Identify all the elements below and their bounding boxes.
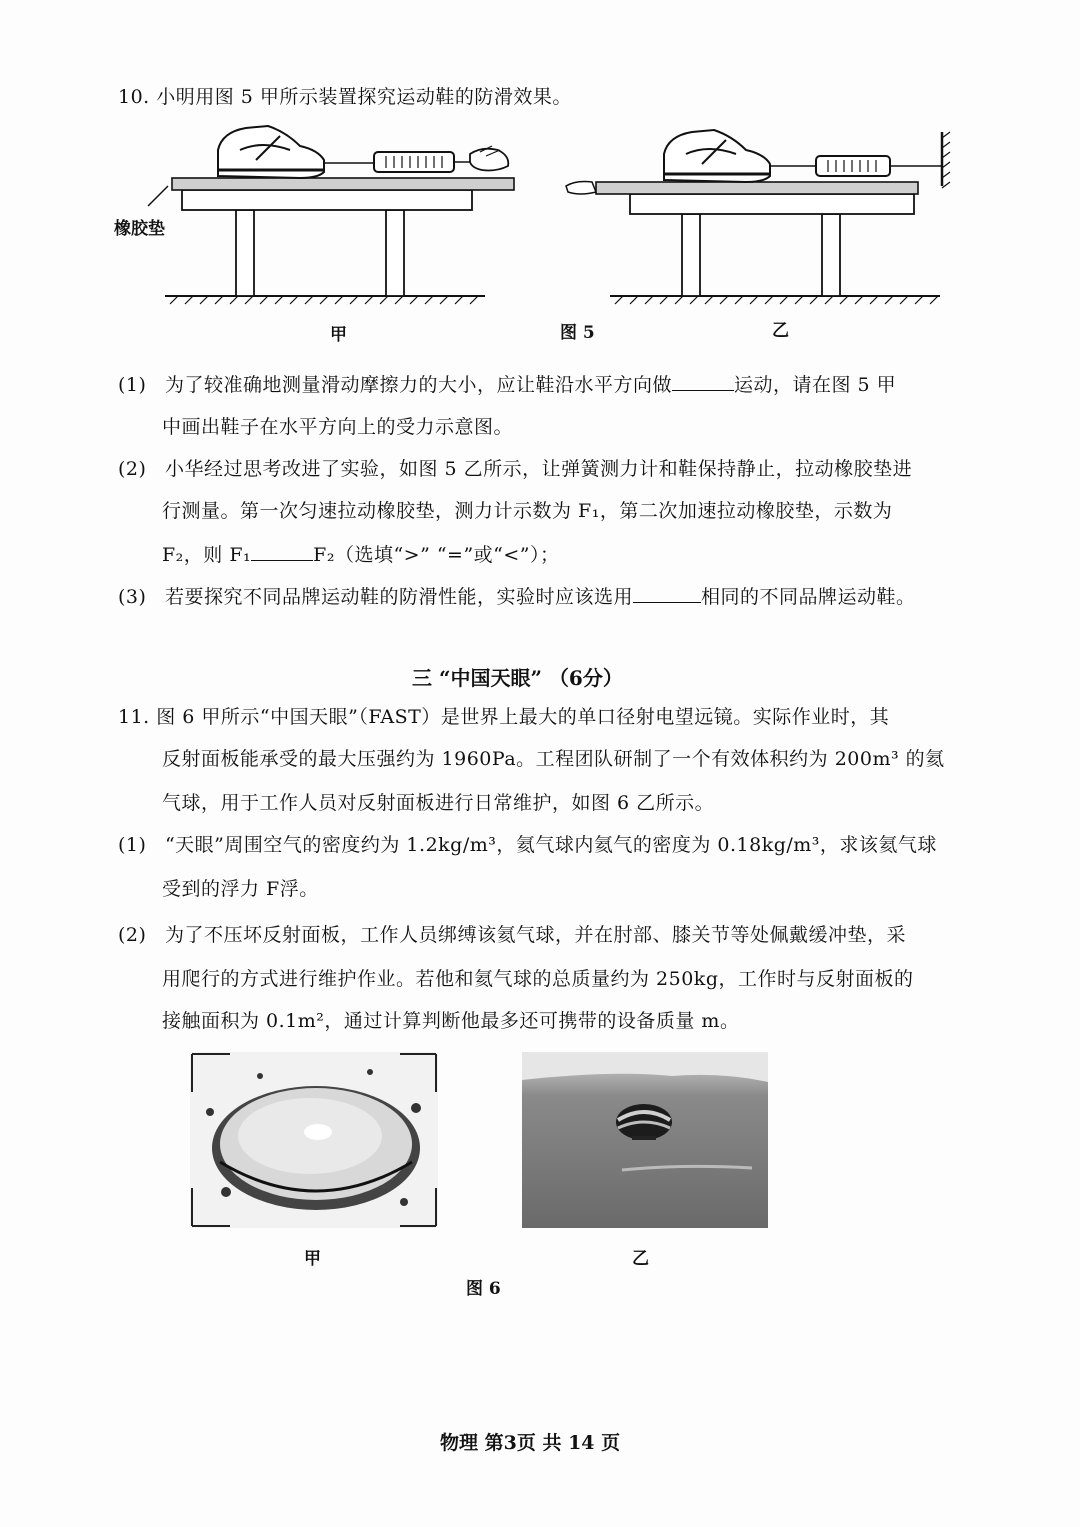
q10-part3-text-b: 相同的不同品牌运动鞋。: [700, 586, 916, 608]
q10-part1-line1: [118, 370, 896, 398]
figure-5b-caption: 乙: [772, 321, 789, 341]
part-number: (2): [118, 458, 147, 480]
figure-5-caption: 图 5: [560, 323, 595, 343]
q11-part2-line1: [118, 922, 906, 948]
figure-5b-apparatus: [566, 130, 950, 304]
q11-part1-line1: [118, 832, 937, 858]
q10-part2-line2: 行测量。第一次匀速拉动橡胶垫，测力计示数为 F₁，第二次加速拉动橡胶垫，示数为: [162, 500, 893, 522]
figure-6a-fast-photo: [190, 1052, 438, 1228]
answer-blank[interactable]: [633, 582, 701, 603]
q11-stem-line2: 反射面板能承受的最大压强约为 1960Pa。工程团队研制了一个有效体积约为 200m³ 的氦: [162, 748, 945, 770]
q11-part1-text-a: “天眼”周围空气的密度约为 1.2kg/m³，氦气球内氦气的密度为 0.18kg/m³，求该氦气球: [164, 834, 937, 856]
part-number: (3): [118, 586, 147, 608]
q10-part2-text-c2: F₂（选填“>” “=”或“<”）；: [313, 544, 560, 566]
figure-6a-caption: 甲: [304, 1249, 321, 1269]
q11-part1-line2: 受到的浮力 F浮。: [162, 878, 319, 900]
part-number: (1): [118, 834, 147, 856]
q10-part1-text-a: 为了较准确地测量滑动摩擦力的大小，应让鞋沿水平方向做: [164, 374, 672, 396]
figure-5a-caption: 甲: [330, 325, 347, 345]
q11-part2-line3: 接触面积为 0.1m²，通过计算判断他最多还可携带的设备质量 m。: [162, 1010, 740, 1032]
rubber-mat-label: 橡胶垫: [114, 219, 165, 239]
answer-blank[interactable]: [251, 540, 313, 561]
q10-part2-line3: [162, 540, 560, 568]
q10-part2-text-c1: F₂，则 F₁: [162, 544, 252, 566]
section-title: 三 “中国天眼” （6分）: [412, 666, 623, 690]
q10-part1-text-b: 运动，请在图 5 甲: [733, 374, 897, 396]
q11-stem-line3: 气球，用于工作人员对反射面板进行日常维护，如图 6 乙所示。: [162, 792, 715, 814]
q10-part2-line1: [118, 456, 912, 482]
q11-part2-line2: 用爬行的方式进行维护作业。若他和氦气球的总质量约为 250kg，工作时与反射面板的: [162, 968, 914, 990]
q10-part3-text-a: 若要探究不同品牌运动鞋的防滑性能，实验时应该选用: [164, 586, 633, 608]
q10-stem: 10. 小明用图 5 甲所示装置探究运动鞋的防滑效果。: [118, 86, 572, 108]
q10-part2-text-a: 小华经过思考改进了实验，如图 5 乙所示，让弹簧测力计和鞋保持静止，拉动橡胶垫进: [164, 458, 913, 480]
q11-part2-text-a: 为了不压坏反射面板，工作人员绑缚该氦气球，并在肘部、膝关节等处佩戴缓冲垫，采: [164, 924, 906, 946]
page-footer: 物理 第3页 共 14 页: [440, 1432, 621, 1454]
q10-part1-line2: 中画出鞋子在水平方向上的受力示意图。: [162, 416, 514, 438]
figure-5a-apparatus: [148, 126, 514, 304]
figure-6b-caption: 乙: [632, 1249, 649, 1269]
q10-part3-line1: [118, 582, 916, 610]
figure-6-caption: 图 6: [466, 1279, 501, 1299]
q11-stem-line1: 11. 图 6 甲所示“中国天眼”（FAST）是世界上最大的单口径射电望远镜。实际作业时，其: [118, 706, 890, 728]
part-number: (1): [118, 374, 147, 396]
answer-blank[interactable]: [672, 370, 734, 391]
part-number: (2): [118, 924, 147, 946]
figure-6b-balloon-photo: [522, 1052, 768, 1228]
